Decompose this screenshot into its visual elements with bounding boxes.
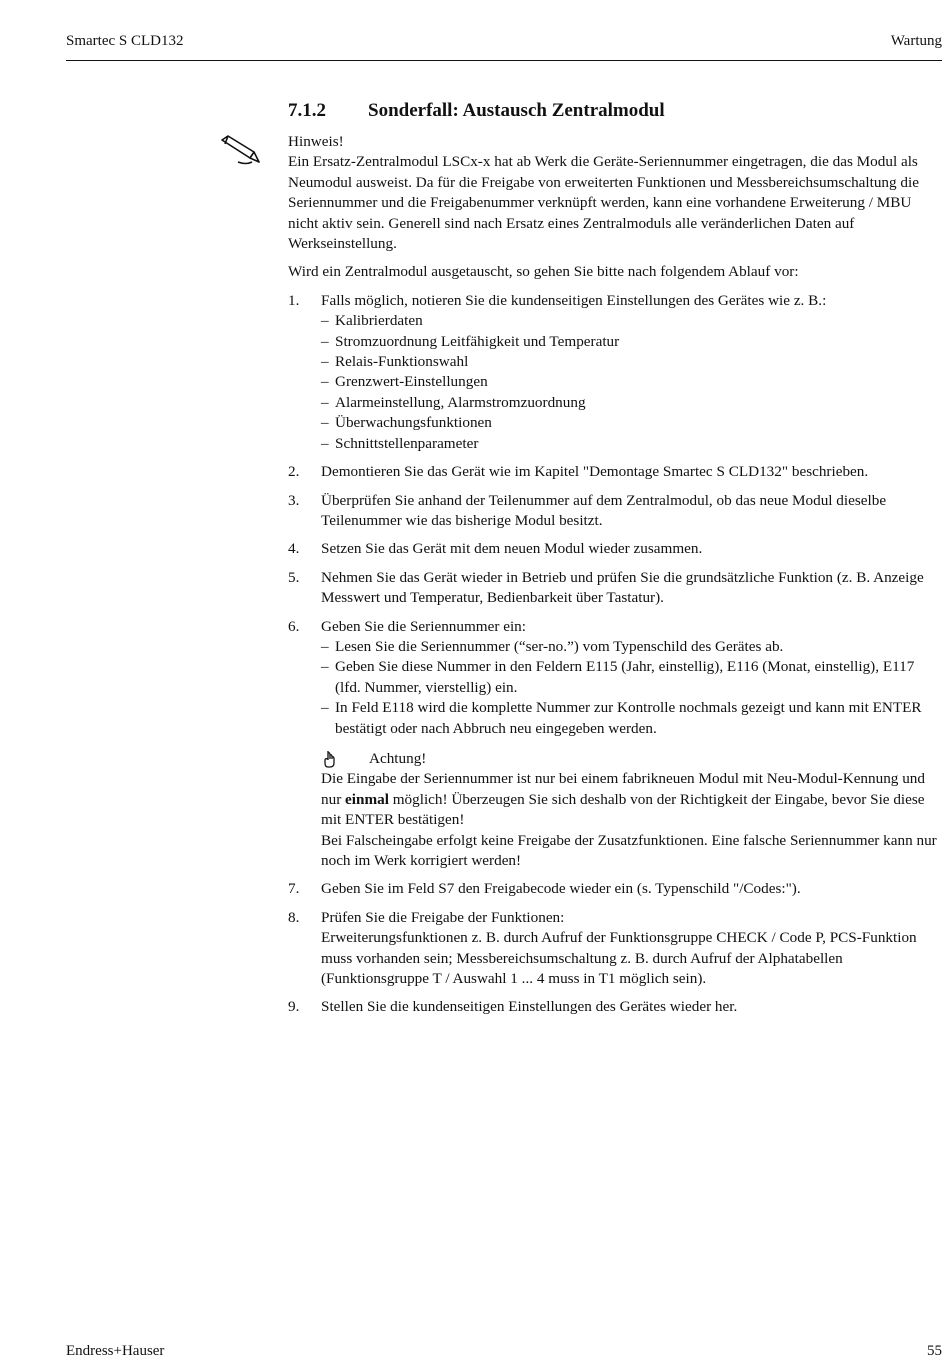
step-8 [288,908,942,990]
settings-list [321,311,942,454]
footer-brand: Endress+Hauser [66,1343,165,1359]
header-chapter: Wartung [890,33,942,49]
list-item: – Überwachungsfunktionen [321,414,492,432]
step-number: 8. [288,908,300,926]
main-content [288,132,942,1026]
step-number: 4. [288,540,300,558]
step-1 [288,291,942,454]
list-item: – Relais-Funktionswahl [321,353,469,371]
list-item: – In Feld E118 wird die komplette Nummer zur Kontrolle nochmals gezeigt und kann mit ENTER bestätigt oder nach Abbruch neu eingegeben werden. [321,699,922,737]
step-7 [288,879,942,899]
attention-text-2: Bei Falscheingabe erfolgt keine Freigabe der Zusatzfunktionen. Eine falsche Seriennummer kann nur noch im Werk korrigiert werden! [321,831,937,869]
list-item: – Schnittstellenparameter [321,434,479,452]
step-text: Stellen Sie die kundenseitigen Einstellungen des Gerätes wieder her. [321,998,738,1016]
step-number: 5. [288,568,300,586]
step-number: 6. [288,617,300,635]
section-number: 7.1.2 [288,100,326,121]
header-divider [66,60,942,61]
page-number: 55 [927,1343,942,1359]
attention-box [321,749,942,871]
step-number: 7. [288,880,300,898]
step-text: Prüfen Sie die Freigabe der Funktionen: [321,908,565,926]
note-text: Ein Ersatz-Zentralmodul LSCx-x hat ab Werk die Geräte-Seriennummer eingetragen, die das Modul als Neumodul ausweist. Da für die Freigabe von erweiterten Funktionen und Messbereichsumschaltung die Seriennummer und die Freigabenummer verknüpft werden, kann eine vorhandene Erweiterung / MBU nicht aktiv sein. Generell sind nach Ersatz eines Zentralmoduls alle veränderlichen Daten auf Werkseinstellung. [288,153,919,253]
step-2 [288,462,942,482]
step-6 [288,617,942,872]
note-label: Hinweis! [288,133,344,150]
section-title: Sonderfall: Austausch Zentralmodul [368,100,665,121]
attention-text-1: Die Eingabe der Seriennummer ist nur bei einem fabrikneuen Modul mit Neu-Modul-Kennung und nur einmal möglich! Überzeugen Sie sich deshalb von der Richtigkeit der Eingabe, bevor Sie diese mit ENTER bestätigen! [321,770,925,829]
header-product: Smartec S CLD132 [66,33,184,49]
step-text: Nehmen Sie das Gerät wieder in Betrieb und prüfen Sie die grundsätzliche Funktion (z. B. Anzeige Messwert und Temperatur, Bedienbarkeit über Tastatur). [321,568,924,607]
list-item: – Lesen Sie die Seriennummer (“ser-no.”) vom Typenschild des Gerätes ab. [321,637,784,655]
pencil-icon [218,134,262,168]
step-text: Überprüfen Sie anhand der Teilenummer auf dem Zentralmodul, ob das neue Modul dieselbe Teilenummer wie das bisherige Modul besitzt. [321,491,887,529]
intro-text: Wird ein Zentralmodul ausgetauscht, so gehen Sie bitte nach folgendem Ablauf vor: [288,263,799,281]
step-number: 9. [288,998,300,1016]
step-4 [288,539,942,559]
step-text: Geben Sie im Feld S7 den Freigabecode wieder ein (s. Typenschild "/Codes:"). [321,880,801,898]
section-heading [288,99,665,123]
list-item: – Geben Sie diese Nummer in den Feldern E115 (Jahr, einstellig), E116 (Monat, einstellig), E117 (lfd. Nummer, vierstellig) ein. [321,658,915,696]
step-text: Falls möglich, notieren Sie die kundenseitigen Einstellungen des Gerätes wie z. B.: [321,291,827,309]
attention-label: Achtung! [369,749,427,767]
step-number: 1. [288,291,300,309]
step-detail: Erweiterungsfunktionen z. B. durch Aufruf der Funktionsgruppe CHECK / Code P, PCS-Funktion muss vorhanden sein; Messbereichsumschaltung z. B. durch Aufruf der Alphatabellen (Funktionsgruppe T / Auswahl 1 ... 4 muss in T1 möglich sein). [321,929,917,988]
pointing-hand-icon [321,749,341,769]
serial-instructions-list [321,637,942,739]
list-item: – Kalibrierdaten [321,312,423,330]
step-3 [288,491,942,532]
list-item: – Alarmeinstellung, Alarmstromzuordnung [321,393,586,411]
step-text: Geben Sie die Seriennummer ein: [321,617,526,635]
procedure-steps [288,291,942,1018]
step-9 [288,997,942,1017]
step-text: Demontieren Sie das Gerät wie im Kapitel "Demontage Smartec S CLD132" beschrieben. [321,463,869,481]
step-text: Setzen Sie das Gerät mit dem neuen Modul wieder zusammen. [321,540,703,558]
step-5 [288,568,942,609]
emphasis-text: einmal [345,790,389,808]
list-item: – Stromzuordnung Leitfähigkeit und Temperatur [321,332,620,350]
step-number: 3. [288,491,300,509]
step-number: 2. [288,463,300,481]
list-item: – Grenzwert-Einstellungen [321,373,488,391]
